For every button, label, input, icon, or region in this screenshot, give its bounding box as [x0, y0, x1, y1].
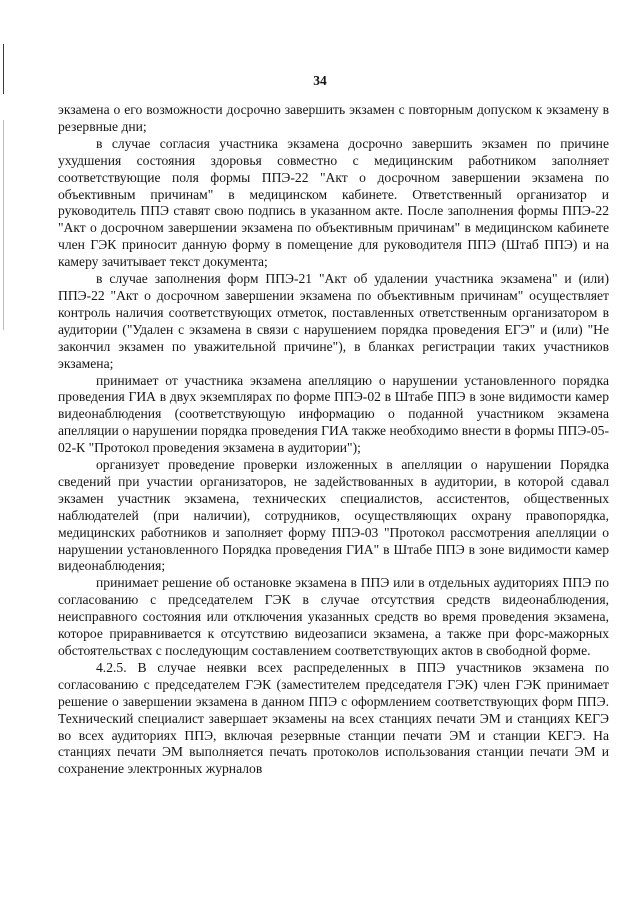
paragraph-section-4-2-5: 4.2.5. В случае неявки всех распределенных в ППЭ участников экзамена по согласованию с председателем ГЭК (заместителем председателя ГЭК) член ГЭК принимает решение о завершении экзамена в данном ППЭ с оформлением соответствующих форм ППЭ. Технический специалист завершает экзамены на всех станциях печати ЭМ и станциях КЕГЭ во всех аудиториях ППЭ, включая резервные станции печати ЭМ и станции КЕГЭ. На станциях печати ЭМ выполняется печать протоколов использования станции печати ЭМ и сохранение электронных журналов: [58, 659, 609, 777]
paragraph: в случае согласия участника экзамена досрочно завершить экзамен по причине ухудшения состояния здоровья совместно с медицинским работником заполняет соответствующие поля формы ППЭ-22 "Акт о досрочном завершении экзамена по объективным причинам" в медицинском кабинете. Ответственный организатор и руководитель ППЭ ставят свою подпись в указанном акте. После заполнения формы ППЭ-22 "Акт о досрочном завершении экзамена по объективным причинам" в медицинском кабинете член ГЭК приносит данную форму в помещение для руководителя ППЭ (Штаб ППЭ) и на камеру зачитывает текст документа;: [58, 135, 609, 270]
paragraph-continuation: экзамена о его возможности досрочно завершить экзамен с повторным допуском к экзамену в резервные дни;: [58, 102, 609, 134]
paragraph: принимает от участника экзамена апелляцию о нарушении установленного порядка проведения ГИА в двух экземплярах по форме ППЭ-02 в Штабе ППЭ в зоне видимости камер видеонаблюдения (соответствующую информацию о поданной участником экзамена апелляции о нарушении порядка проведения ГИА также необходимо внести в формы ППЭ-05-02-К "Протокол проведения экзамена в аудитории");: [58, 372, 609, 456]
page-number: 34: [313, 73, 327, 88]
paragraph: организует проведение проверки изложенных в апелляции о нарушении Порядка сведений при участии организаторов, не задействованных в аудитории, в которой сдавал экзамен участник экзамена, технических специалистов, ассистентов, общественных наблюдателей (при наличии), сотрудников, осуществляющих охрану правопорядка, медицинских работников и заполняет форму ППЭ-03 "Протокол рассмотрения апелляции о нарушении установленного Порядка проведения ГИА" в Штабе ППЭ в зоне видимости камер видеонаблюдения;: [58, 457, 609, 574]
paragraph: в случае заполнения форм ППЭ-21 "Акт об удалении участника экзамена" и (или) ППЭ-22 "Акт о досрочном завершении экзамена по объективным причинам" осуществляет контроль наличия соответствующих отметок, поставленных ответственным организатором в аудитории ("Удален с экзамена в связи с нарушением порядка проведения ЕГЭ" и (или) "Не закончил экзамен по уважительной причине"), в бланках регистрации таких участников экзамена;: [58, 271, 609, 371]
paragraph: принимает решение об остановке экзамена в ППЭ или в отдельных аудиториях ППЭ по согласованию с председателем ГЭК в случае отсутствия средств видеонаблюдения, неисправного состояния или отключения указанных средств во время проведения экзамена, которое приравнивается к отсутствию видеозаписи экзамена, а также при форс-мажорных обстоятельствах с последующим составлением соответствующих актов в свободной форме.: [58, 575, 609, 658]
scan-edge-mark: [3, 120, 4, 330]
document-body: [58, 102, 609, 778]
